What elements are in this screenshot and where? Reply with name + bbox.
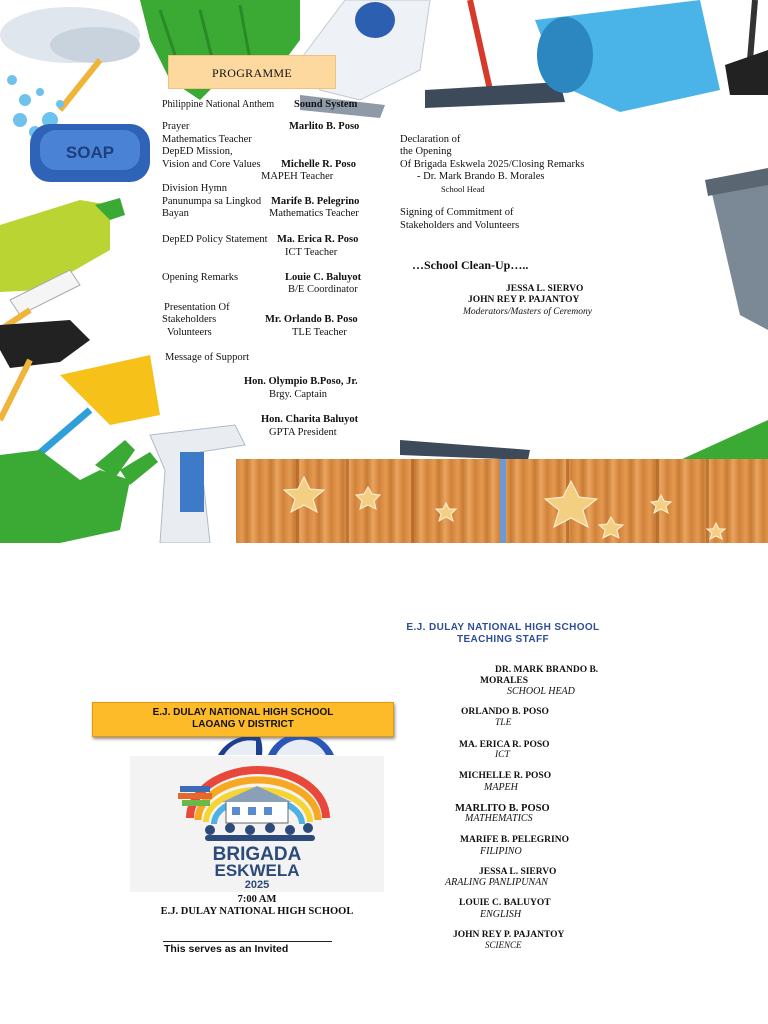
staff-title <box>400 622 606 646</box>
program-role-mission: MAPEH Teacher <box>261 171 334 182</box>
staff-position: ICT <box>495 750 510 760</box>
brigada-eskwela-emblem <box>130 756 384 892</box>
programme-title: PROGRAMME <box>168 55 336 89</box>
staff-name: ORLANDO B. POSO <box>461 707 549 717</box>
staff-position: FILIPINO <box>480 846 522 857</box>
program-item-panunumpa-2: Bayan <box>162 208 189 219</box>
program-role-prayer: Mathematics Teacher <box>162 134 252 145</box>
star-icon <box>707 523 725 539</box>
star-icon <box>436 503 456 521</box>
staff-name-cont: MORALES <box>480 676 529 686</box>
program-item-support: Message of Support <box>165 352 249 363</box>
soap-icon <box>30 124 150 182</box>
staff-heading: TEACHING STAFF <box>456 634 550 645</box>
staff-position: MATHEMATICS <box>465 813 533 824</box>
event-venue: E.J. DULAY NATIONAL HIGH SCHOOL <box>160 906 354 917</box>
program-item-presentation-3: Volunteers <box>167 327 212 338</box>
program-person-policy: Ma. Erica R. Poso <box>277 234 359 245</box>
program-item-mission: DepED Mission, <box>162 146 233 157</box>
logo-year: 2025 <box>244 879 270 891</box>
trash-bin-icon <box>705 168 768 330</box>
program-item-cleanup: …School Clean-Up….. <box>412 258 529 272</box>
program-role-policy: ICT Teacher <box>285 247 338 258</box>
staff-name: JOHN REY P. PAJANTOY <box>453 930 565 940</box>
star-icon <box>599 517 623 538</box>
program-item-signing: Signing of Commitment of <box>400 207 514 218</box>
brigada-logo-text: BRIGADA <box>212 844 302 865</box>
program-item-signing-2: Stakeholders and Volunteers <box>400 220 520 231</box>
program-item-declaration-2: the Opening <box>400 146 452 157</box>
spray-bottle-icon <box>150 425 245 543</box>
staff-position: TLE <box>495 718 512 728</box>
signature-line <box>163 941 332 942</box>
school-name: E.J. DULAY NATIONAL HIGH SCHOOL <box>152 707 334 718</box>
program-item-prayer: Prayer <box>162 121 190 132</box>
district-name: LAOANG V DISTRICT <box>192 719 294 730</box>
moderator-role: Moderators/Masters of Ceremony <box>463 307 592 317</box>
program-person-panunumpa: Marife B. Pelegrino <box>271 196 360 207</box>
program-role-gpta: GPTA President <box>269 427 337 438</box>
program-role-opening: B/E Coordinator <box>288 284 358 295</box>
staff-name: MICHELLE R. POSO <box>459 771 552 781</box>
green-gloves-bottom-icon <box>0 440 158 543</box>
school-seals <box>216 737 340 755</box>
program-person-presentation: Mr. Orlando B. Poso <box>265 314 358 325</box>
star-icon <box>545 481 597 527</box>
program-role-declaration: School Head <box>441 184 485 194</box>
staff-name: MARLITO B. POSO <box>455 803 550 814</box>
staff-position: SCIENCE <box>485 940 522 950</box>
program-person-captain: Hon. Olympio B.Poso, Jr. <box>244 376 358 387</box>
star-icon <box>356 487 380 509</box>
staff-name: DR. MARK BRANDO B. <box>495 665 599 675</box>
program-person-anthem: Sound System <box>294 99 358 110</box>
soap-label: SOAP <box>65 143 115 162</box>
program-item-declaration: Declaration of <box>400 134 461 145</box>
staff-name: MARIFE B. PELEGRINO <box>460 835 569 845</box>
program-person-prayer: Marlito B. Poso <box>289 121 360 132</box>
school-header-box <box>92 702 394 737</box>
plunger-top-right-icon <box>725 0 768 95</box>
brigada-eskwela-logo <box>130 756 384 892</box>
program-role-panunumpa: Mathematics Teacher <box>269 208 359 219</box>
eskwela-logo-text: ESKWELA <box>214 861 300 880</box>
wooden-star-panel <box>236 459 768 543</box>
staff-name: MA. ERICA R. POSO <box>459 740 550 750</box>
staff-position: MAPEH <box>484 782 518 793</box>
program-item-presentation-2: Stakeholders <box>162 314 217 325</box>
program-role-presentation: TLE Teacher <box>292 327 347 338</box>
staff-school-name: E.J. DULAY NATIONAL HIGH SCHOOL <box>406 622 600 633</box>
staff-position: SCHOOL HEAD <box>507 686 575 697</box>
program-item-presentation: Presentation Of <box>164 302 230 313</box>
moderator-2: JOHN REY P. PAJANTOY <box>468 295 580 305</box>
star-icon <box>284 477 324 512</box>
star-icon <box>651 495 671 513</box>
program-person-declaration: - Dr. Mark Brando B. Morales <box>417 171 545 182</box>
school-seal-icon <box>268 737 334 755</box>
moderator-1: JESSA L. SIERVO <box>506 284 584 294</box>
program-person-mission: Michelle R. Poso <box>281 159 356 170</box>
program-item-panunumpa: Panunumpa sa Lingkod <box>162 196 262 207</box>
deped-seal-icon <box>218 737 262 755</box>
program-item-hymn: Division Hymn <box>162 183 228 194</box>
program-person-gpta: Hon. Charita Baluyot <box>261 414 359 425</box>
program-person-opening: Louie C. Baluyot <box>285 272 362 283</box>
program-item-mission-2: Vision and Core Values <box>162 159 261 170</box>
staff-name: JESSA L. SIERVO <box>479 867 557 877</box>
invitation-note: This serves as an Invited <box>164 943 289 955</box>
plunger-icon <box>0 320 90 420</box>
staff-position: ARALING PANLIPUNAN <box>445 877 548 888</box>
books-icon <box>178 786 212 806</box>
program-role-captain: Brgy. Captain <box>269 389 328 400</box>
people-group-icon <box>205 823 315 841</box>
program-item-anthem: Philippine National Anthem <box>162 99 275 110</box>
program-item-policy: DepED Policy Statement <box>162 234 268 245</box>
program-item-opening: Opening Remarks <box>162 272 239 283</box>
staff-name: LOUIE C. BALUYOT <box>459 898 551 908</box>
staff-position: ENGLISH <box>480 909 522 920</box>
event-time: 7:00 AM <box>237 894 277 905</box>
stars-decoration <box>236 459 768 543</box>
feather-duster-icon <box>0 7 140 110</box>
program-item-declaration-3: Of Brigada Eskwela 2025/Closing Remarks <box>400 159 585 170</box>
